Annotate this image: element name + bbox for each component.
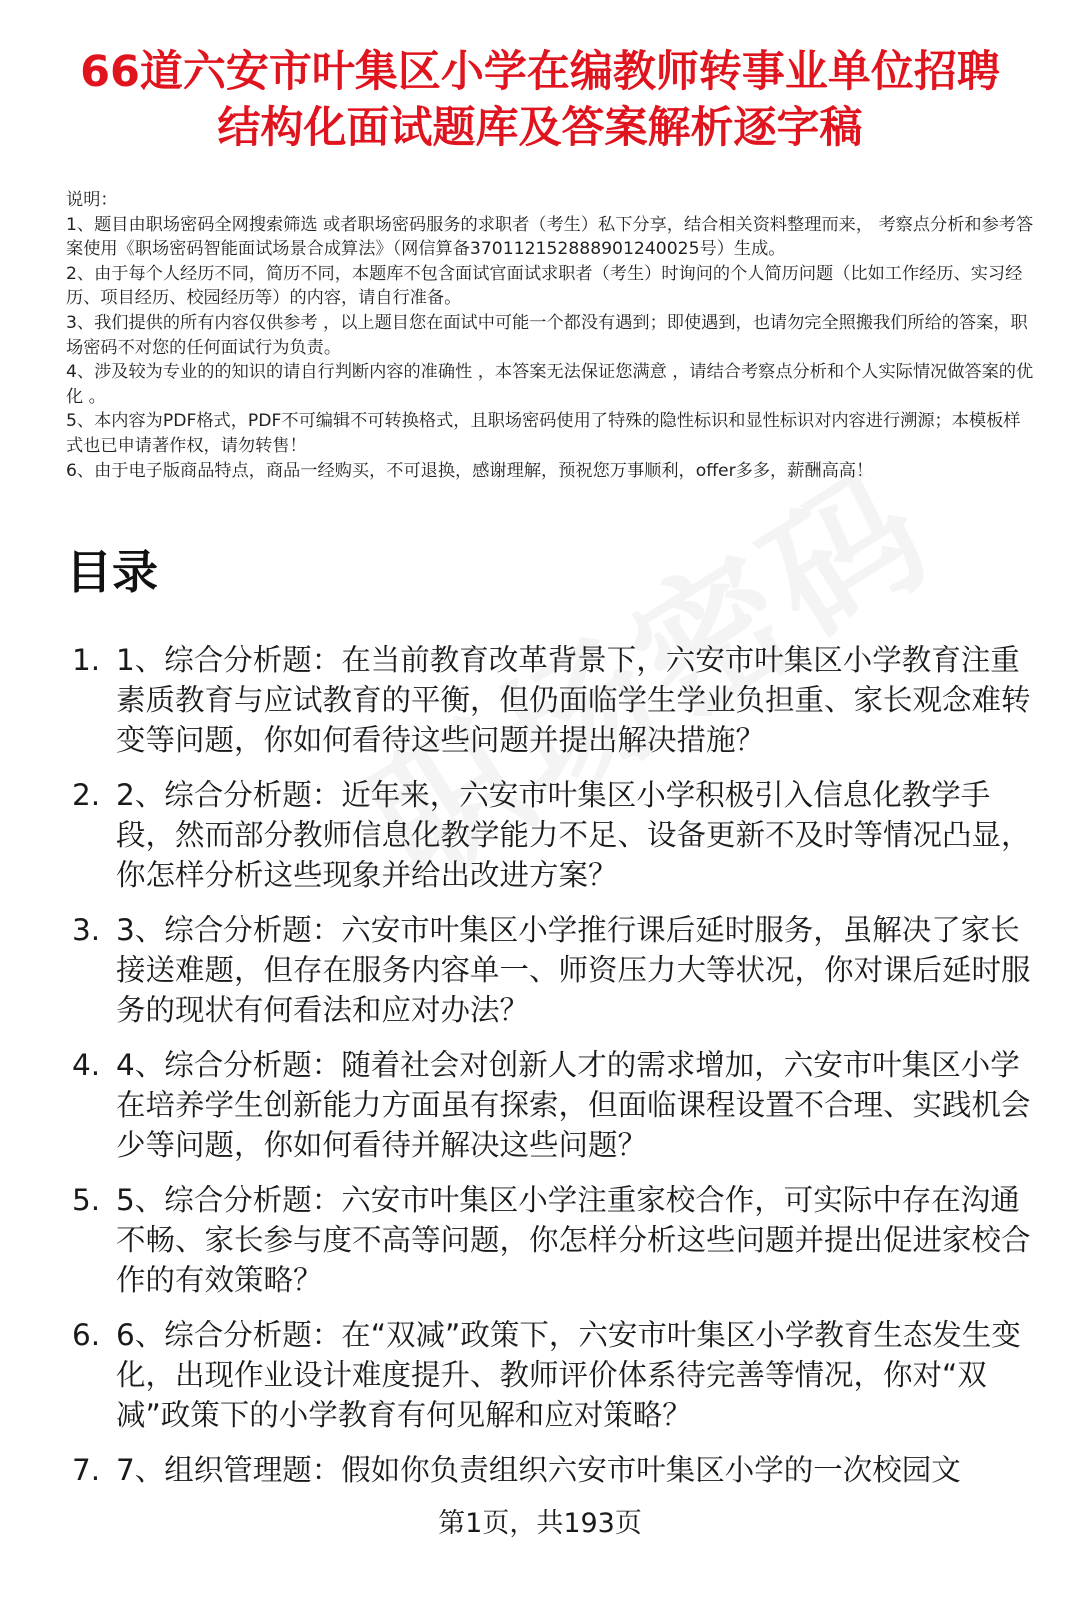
toc-item[interactable] bbox=[72, 1450, 1040, 1490]
toc-item-number: 1. bbox=[72, 643, 101, 677]
note-item: 1、题目由职场密码全网搜索筛选 或者职场密码服务的求职者（考生）私下分享，结合相关资料整理而来， 考察点分析和参考答案使用《职场密码智能面试场景合成算法》（网信算备370112152888901240025号）生成。 bbox=[66, 214, 1034, 260]
toc-item[interactable] bbox=[72, 775, 1040, 895]
toc-item-text: 7、组织管理题：假如你负责组织六安市叶集区小学的一次校园文 bbox=[116, 1453, 961, 1487]
note-item: 2、由于每个人经历不同，简历不同，本题库不包含面试官面试求职者（考生）时询问的个人简历问题（比如工作经历、实习经历、项目经历、校园经历等）的内容，请自行准备。 bbox=[66, 263, 1023, 309]
note-item: 5、本内容为PDF格式，PDF不可编辑不可转换格式，且职场密码使用了特殊的隐性标识和显性标识对内容进行溯源；本模板样式也已申请著作权，请勿转售！ bbox=[66, 411, 1021, 456]
notes-section bbox=[66, 188, 1034, 483]
document-title: 66道六安市叶集区小学在编教师转事业单位招聘结构化面试题库及答案解析逐字稿 bbox=[80, 47, 1000, 153]
toc-item[interactable] bbox=[72, 910, 1040, 1030]
toc-item-number: 7. bbox=[72, 1453, 101, 1487]
toc-item-text: 5、综合分析题：六安市叶集区小学注重家校合作，可实际中存在沟通不畅、家长参与度不高等问题，你怎样分析这些问题并提出促进家校合作的有效策略？ bbox=[116, 1183, 1031, 1297]
toc-item-number: 6. bbox=[72, 1318, 101, 1352]
toc-item[interactable] bbox=[72, 1045, 1040, 1165]
toc-item[interactable] bbox=[72, 640, 1040, 760]
toc-item-text: 2、综合分析题：近年来，六安市叶集区小学积极引入信息化教学手段，然而部分教师信息化教学能力不足、设备更新不及时等情况凸显，你怎样分析这些现象并给出改进方案？ bbox=[116, 778, 1031, 892]
note-item: 4、涉及较为专业的的知识的请自行判断内容的准确性 ，本答案无法保证您满意 ，请结合考察点分析和个人实际情况做答案的优化 。 bbox=[66, 362, 1034, 407]
toc-item[interactable] bbox=[72, 1180, 1040, 1300]
toc-heading: 目录 bbox=[66, 545, 158, 599]
page-footer: 第1页，共193页 bbox=[0, 1504, 1080, 1604]
toc-item-number: 3. bbox=[72, 913, 101, 947]
toc-item-number: 4. bbox=[72, 1048, 101, 1082]
toc-item-text: 4、综合分析题：随着社会对创新人才的需求增加，六安市叶集区小学在培养学生创新能力方面虽有探索，但面临课程设置不合理、实践机会少等问题，你如何看待并解决这些问题？ bbox=[116, 1048, 1031, 1162]
note-item: 3、我们提供的所有内容仅供参考 ，以上题目您在面试中可能一个都没有遇到；即使遇到，也请勿完全照搬我们所给的答案，职场密码不对您的任何面试行为负责。 bbox=[66, 312, 1028, 358]
note-item: 6、由于电子版商品特点，商品一经购买，不可退换，感谢理解，预祝您万事顺利，offer多多，薪酬高高！ bbox=[66, 460, 874, 481]
toc-item-number: 2. bbox=[72, 778, 101, 812]
toc-item-text: 3、综合分析题：六安市叶集区小学推行课后延时服务，虽解决了家长接送难题，但存在服务内容单一、师资压力大等状况，你对课后延时服务的现状有何看法和应对办法？ bbox=[116, 913, 1031, 1027]
toc-item[interactable] bbox=[72, 1315, 1040, 1435]
toc-item-text: 1、综合分析题：在当前教育改革背景下，六安市叶集区小学教育注重素质教育与应试教育的平衡，但仍面临学生学业负担重、家长观念难转变等问题，你如何看待这些问题并提出解决措施？ bbox=[116, 643, 1031, 757]
toc-item-text: 6、综合分析题：在“双减”政策下，六安市叶集区小学教育生态发生变化，出现作业设计难度提升、教师评价体系待完善等情况，你对“双减”政策下的小学教育有何见解和应对策略？ bbox=[116, 1318, 1021, 1432]
notes-heading: 说明： bbox=[66, 190, 118, 210]
toc-list bbox=[72, 640, 1040, 1505]
toc-item-number: 5. bbox=[72, 1183, 101, 1217]
